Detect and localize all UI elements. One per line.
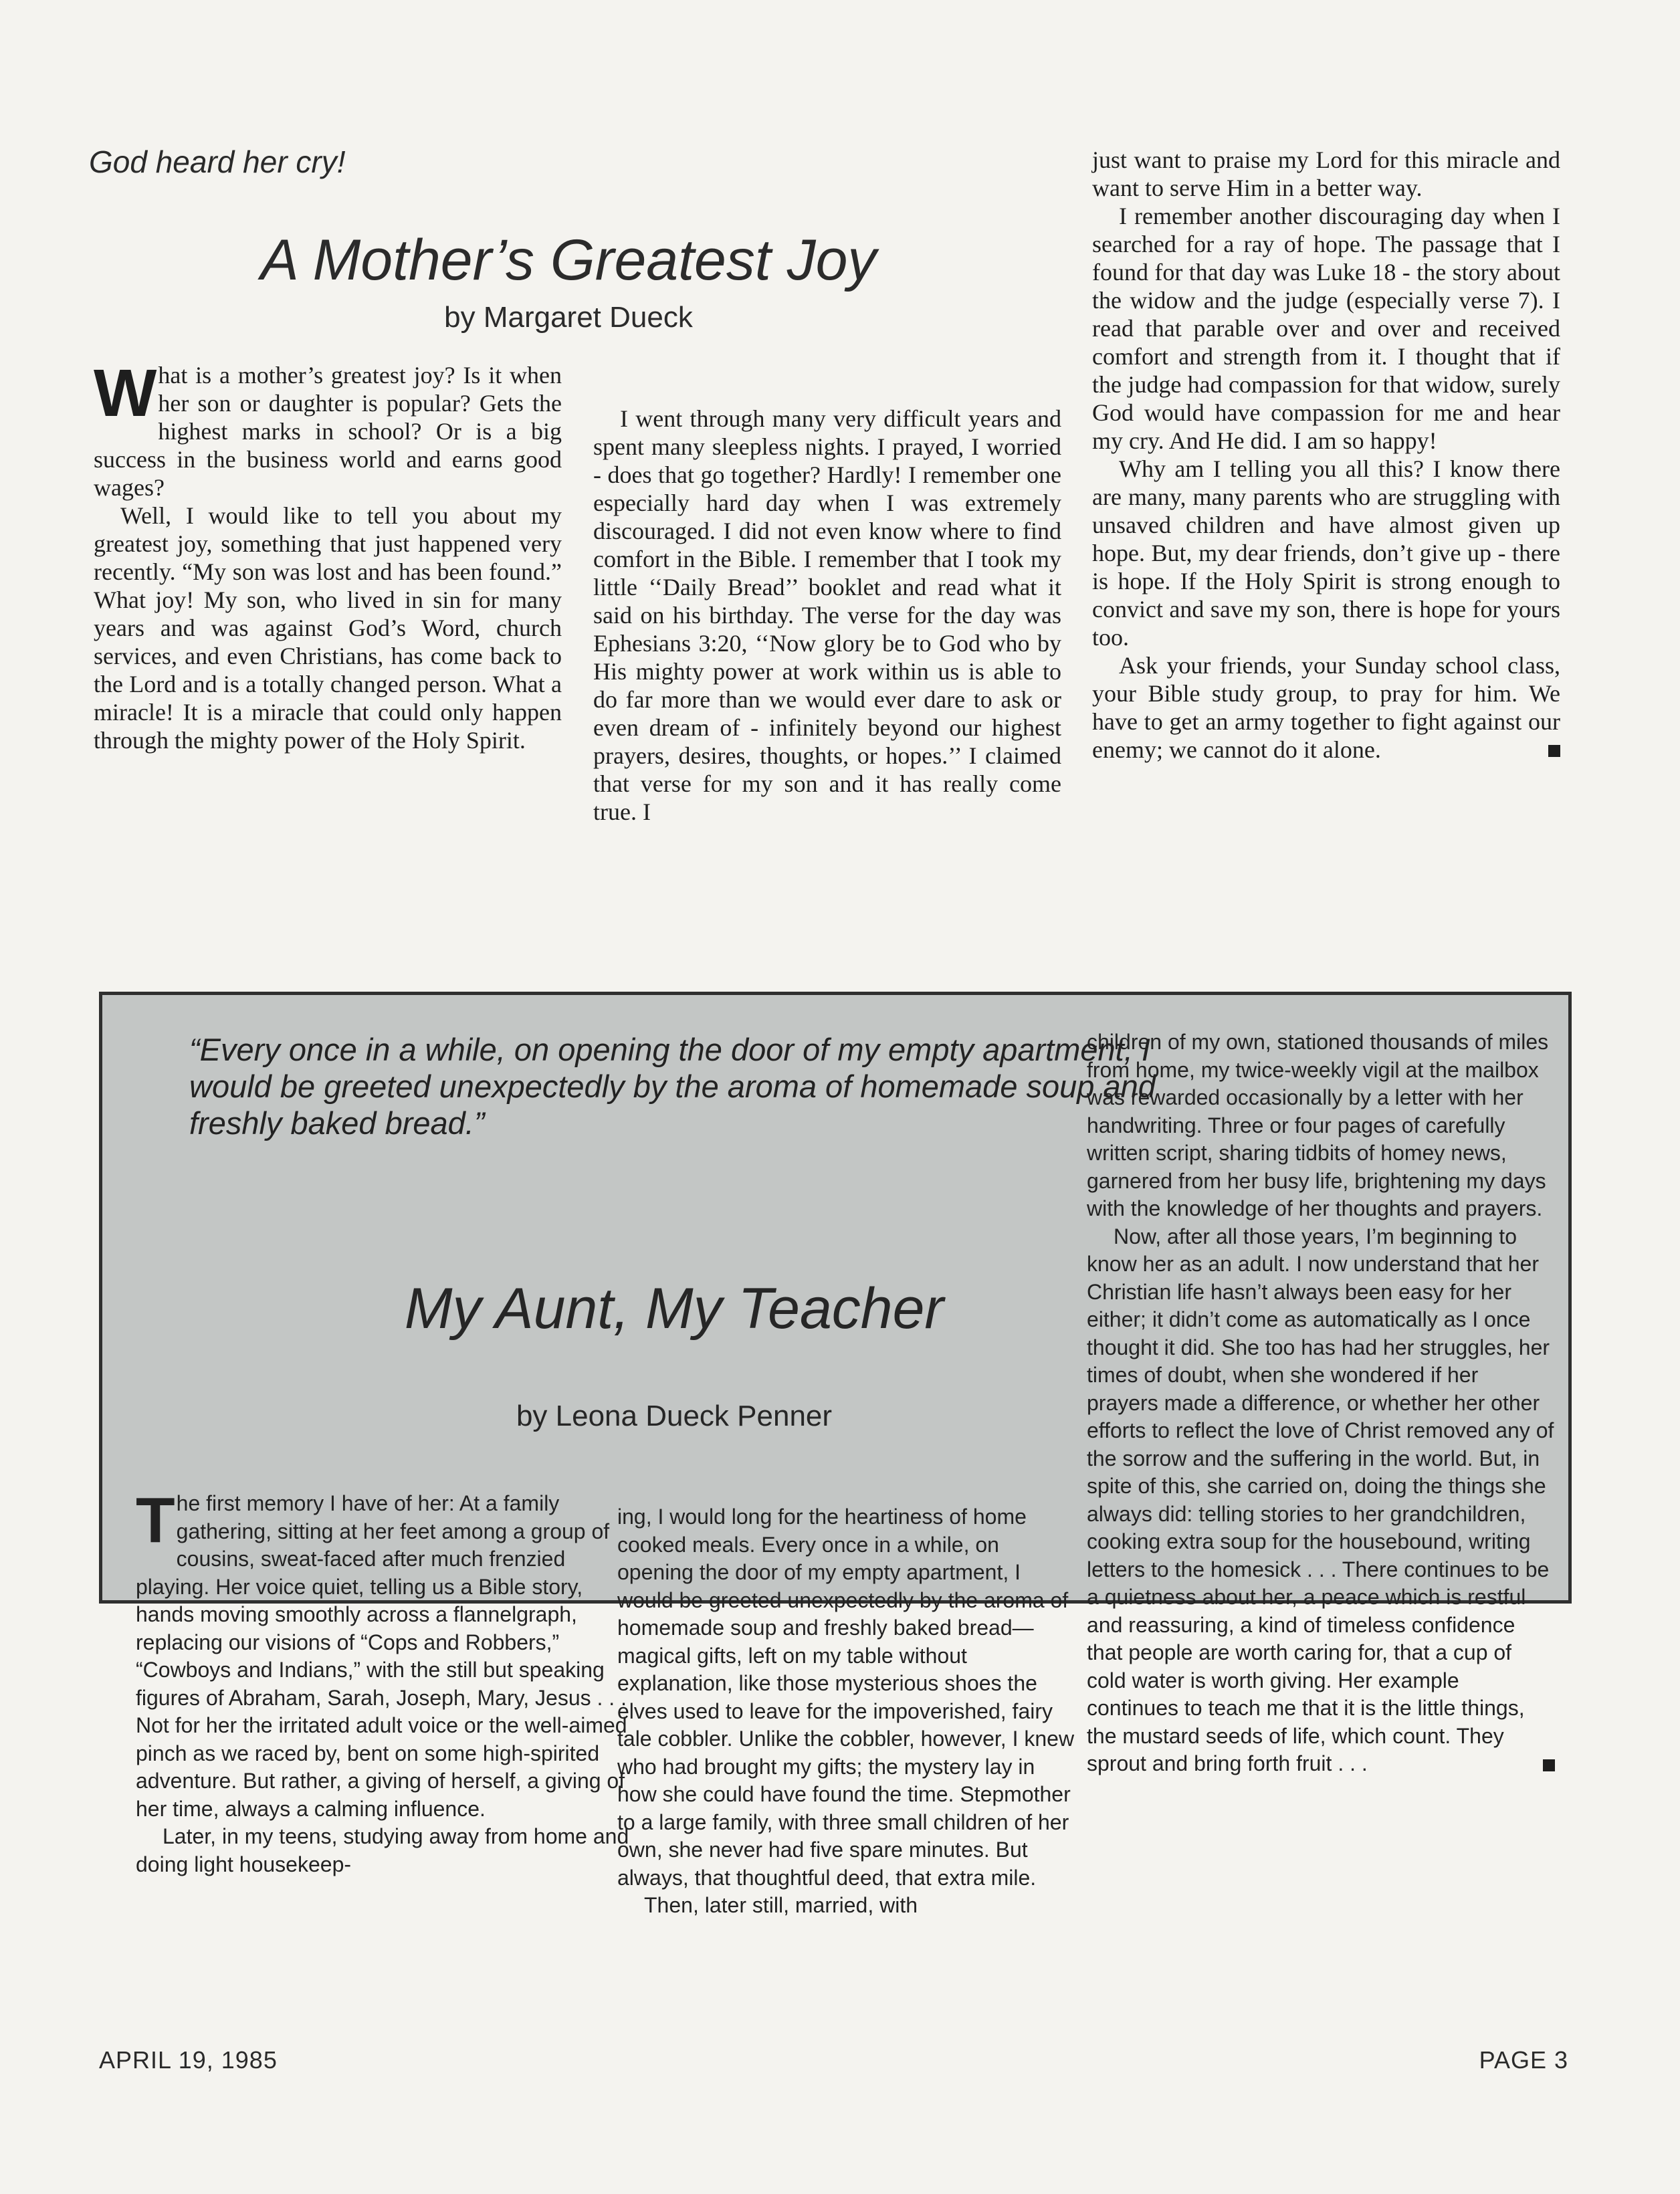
end-mark-icon xyxy=(1543,1759,1555,1771)
article-column-2 xyxy=(593,405,1061,826)
paragraph: Later, in my teens, studying away from home and doing light housekeep- xyxy=(136,1824,629,1876)
end-mark-icon xyxy=(1548,745,1560,757)
feature-byline: by Leona Dueck Penner xyxy=(516,1400,833,1432)
drop-cap: W xyxy=(94,356,157,431)
drop-cap: T xyxy=(136,1485,175,1556)
issue-date: APRIL 19, 1985 xyxy=(99,2046,278,2074)
feature-column-2 xyxy=(617,1503,1079,1920)
paragraph-text: he first memory I have of her: At a family gathering, sitting at her feet among a group of cousins, sweat-faced after much frenzied playing. Her voice quiet, telling us a Bible story, hands moving smoothly across a flannelgraph, replacing our visions of “Cops and Robbers,” “Cowboys and Indians,” with the still but speaking figures of Abraham, Sarah, Joseph, Mary, Jesus . . . Not for her the irritated adult voice or the well-aimed pinch as we raced by, bent on some high-spirited adventure. But rather, a giving of herself, a giving of her time, always a calming influence. xyxy=(136,1491,627,1821)
feature-title: My Aunt, My Teacher xyxy=(404,1277,944,1341)
article-title: A Mother’s Greatest Joy xyxy=(260,228,877,292)
article-column-3 xyxy=(1092,146,1560,764)
paragraph-text: hat is a mother’s greatest joy? Is it when her son or daughter is popular? Gets the highest marks in school? Or is a big success in the business world and earns good wages? xyxy=(94,362,562,501)
paragraph xyxy=(1087,1223,1555,1778)
pull-quote: “Every once in a while, on opening the door of my empty apartment, I would be greeted unexpectedly by the aroma of homemade soup and freshly baked bread.” xyxy=(189,1032,1156,1141)
paragraph-text: Now, after all those years, I’m beginning to know her as an adult. I now understand that her Christian life hasn’t always been easy for her either; it didn’t come as automatically as I once thought it did. She too has had her struggles, her times of doubt, when she wondered if her prayers made a difference, or whether her other efforts to reflect the love of Christ removed any of the sorrow and the suffering in the world. But, in spite of this, she carried on, doing the things she always did: telling stories to her grandchildren, cooking extra soup for the housebound, writing letters to the homesick . . . There continues to be a quietness about her, a peace which is restful and reassuring, a kind of timeless confidence that people are worth caring for, that a cup of cold water is worth giving. Her example continues to teach me that it is the little things, the mustard seeds of life, which count. They sprout and bring forth fruit . . . xyxy=(1087,1224,1554,1775)
paragraph: ing, I would long for the heartiness of home cooked meals. Every once in a while, on opening the door of my empty apartment, I would be greeted unexpectedly by the aroma of homemade soup and freshly baked bread—magical gifts, left on my table without explanation, like those mysterious shoes the elves used to leave for the impoverished, fairy tale cobbler. Unlike the cobbler, however, I knew who had brought my gifts; the mystery lay in how she could have found the time. Stepmother to a large family, with three small children of her own, she never had five spare minutes. But always, that thoughtful deed, that extra mile. xyxy=(617,1505,1075,1890)
paragraph xyxy=(1092,651,1560,764)
article-byline: by Margaret Dueck xyxy=(444,301,693,334)
paragraph: Then, later still, married, with xyxy=(644,1893,918,1917)
paragraph: I remember another discouraging day when I searched for a ray of hope. The passage that I found for that day was Luke 18 - the story about the widow and the judge (especially verse 7). I read that parable over and over and received comfort and strength from it. I thought that if the judge had compassion for that widow, surely God would have compassion for me and hear my cry. And He did. I am so happy! xyxy=(1092,203,1560,454)
feature-box xyxy=(99,992,1572,1917)
paragraph: I went through many very difficult years and spent many sleepless nights. I prayed, I worried - does that go together? Hardly! I remember one especially hard day when I was extremely discouraged. I did not even know where to find comfort in the Bible. I remember that I took my little ‘‘Daily Bread’’ booklet and read what it said on his birthday. The verse for the day was Ephesians 3:20, ‘‘Now glory be to God who by His mighty power at work within us is able to do far more than we would ever dare to ask or even dream of - infinitely beyond our highest prayers, desires, thoughts, or hopes.’’ I claimed that verse for my son and it has really come true. I xyxy=(593,405,1061,825)
paragraph: Well, I would like to tell you about my greatest joy, something that just happened very recently. “My son was lost and has been found.” What joy! My son, who lived in sin for many years and was against God’s Word, church services, and even Christians, has come back to the Lord and is a totally changed person. What a miracle! It is a miracle that could only happen through the mighty power of the Holy Spirit. xyxy=(94,502,562,754)
paragraph: Why am I telling you all this? I know there are many, many parents who are struggling with unsaved children and have almost given up hope. But, my dear friends, don’t give up - there is hope. If the Holy Spirit is strong enough to convict and save my son, there is hope for yours too. xyxy=(1092,455,1560,651)
paragraph xyxy=(94,356,562,502)
paragraph xyxy=(136,1485,631,1823)
article-kicker: God heard her cry! xyxy=(89,144,346,179)
paragraph: just want to praise my Lord for this miracle and want to serve Him in a better way. xyxy=(1092,146,1560,201)
feature-column-3 xyxy=(1087,1028,1555,1778)
article-column-1 xyxy=(94,356,562,754)
paragraph-text: Ask your friends, your Sunday school class, your Bible study group, to pray for him. We have to get an army together to fight against our enemy; we cannot do it alone. xyxy=(1092,652,1560,763)
page-number: PAGE 3 xyxy=(1479,2046,1568,2074)
paragraph: children of my own, stationed thousands of miles from home, my twice-weekly vigil at the mailbox was rewarded occasionally by a letter with her handwriting. Three or four pages of carefully written script, sharing tidbits of homey news, garnered from her busy life, brightening my days with the knowledge of her thoughts and prayers. xyxy=(1087,1030,1549,1220)
feature-column-1 xyxy=(136,1485,631,1878)
